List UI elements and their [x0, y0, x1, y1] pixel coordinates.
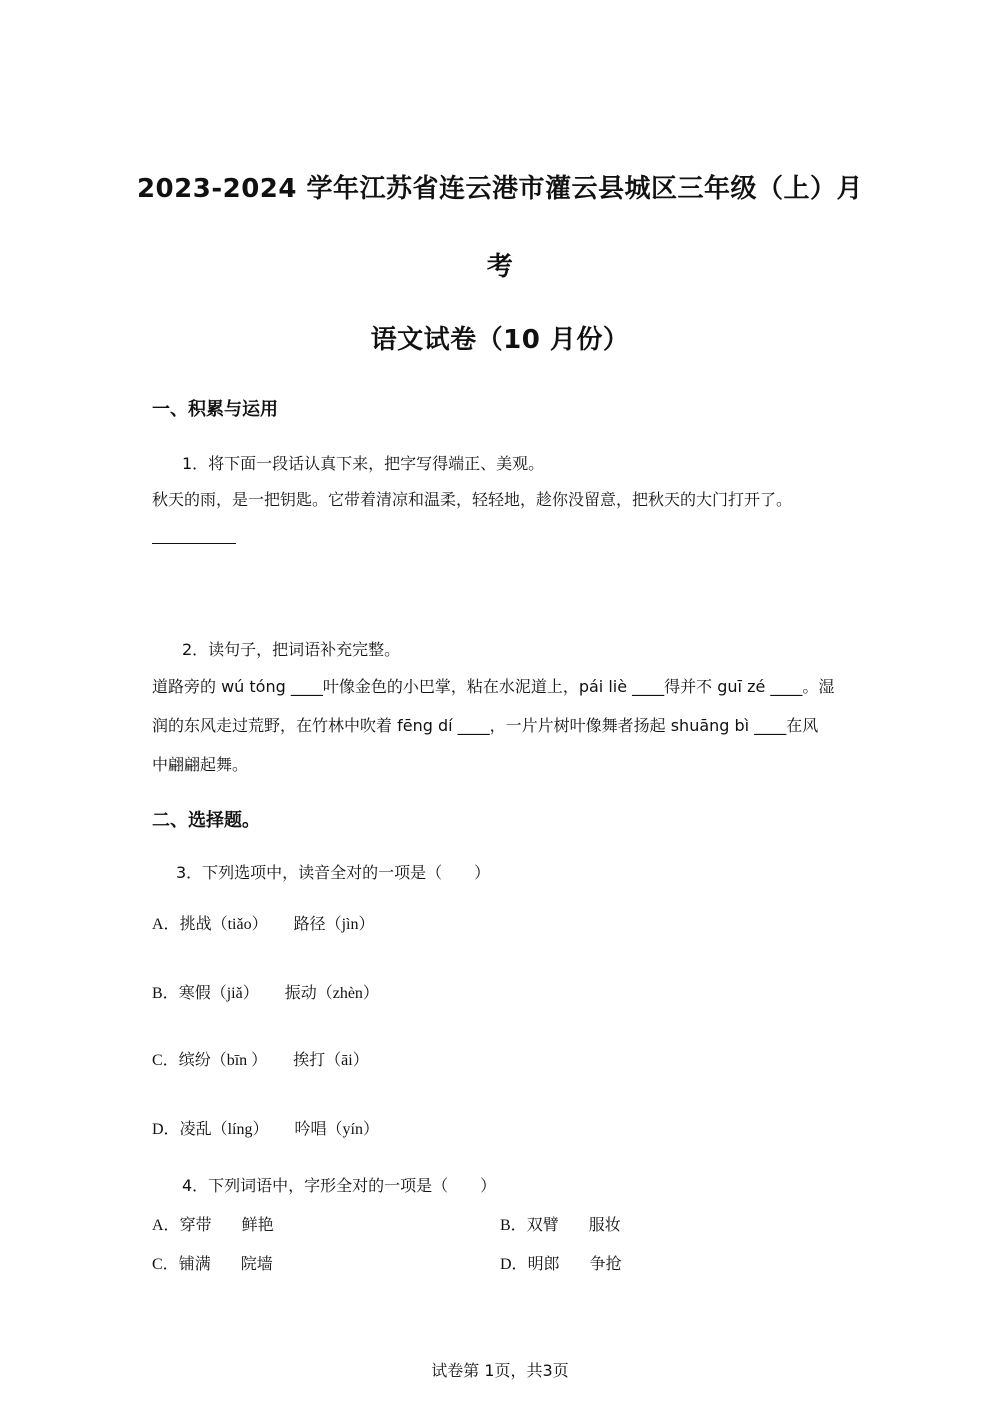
section-2-heading: 二、选择题。 — [152, 810, 260, 831]
question-2-prompt: 2．读句子，把词语补充完整。 — [182, 640, 401, 659]
question-3-option-a: A．挑战（tiǎo） 路径（jìn） — [152, 914, 375, 933]
question-4-option-d: D．明郎 争抢 — [500, 1254, 622, 1273]
question-3-option-c: C．缤纷（bīn ） 挨打（āi） — [152, 1050, 369, 1069]
question-3-option-d: D．凌乱（líng） 吟唱（yín） — [152, 1119, 379, 1138]
question-4-prompt: 4．下列词语中，字形全对的一项是（ ） — [182, 1176, 497, 1195]
question-4-option-b: B．双臂 服妆 — [500, 1215, 621, 1234]
question-2-line-2: 润的东风走过荒野，在竹林中吹着 fēng dí ____，一片片树叶像舞者扬起 shuāng bì ____在风 — [152, 716, 819, 735]
question-4-option-a: A．穿带 鲜艳 — [152, 1215, 274, 1234]
title-line-2: 考 — [486, 252, 514, 282]
question-3-option-b: B．寒假（jiǎ） 振动（zhèn） — [152, 983, 379, 1002]
page-footer: 试卷第 1页，共3页 — [431, 1361, 569, 1380]
section-1-heading: 一、积累与运用 — [152, 399, 278, 420]
answer-line — [152, 543, 236, 544]
question-1-prompt: 1．将下面一段话认真下来，把字写得端正、美观。 — [182, 454, 545, 473]
question-2-line-1: 道路旁的 wú tóng ____叶像金色的小巴掌，粘在水泥道上，pái liè ____得并不 guī zé ____。湿 — [152, 677, 835, 696]
question-2-line-3: 中翩翩起舞。 — [152, 755, 249, 774]
title-line-1: 2023-2024 学年江苏省连云港市灌云县城区三年级（上）月 — [136, 174, 864, 204]
question-3-prompt: 3．下列选项中，读音全对的一项是（ ） — [176, 863, 491, 882]
question-1-text: 秋天的雨，是一把钥匙。它带着清凉和温柔，轻轻地，趁你没留意，把秋天的大门打开了。 — [152, 490, 793, 509]
question-4-option-c: C．铺满 院墙 — [152, 1254, 273, 1273]
title-line-3: 语文试卷（10 月份） — [370, 325, 630, 355]
